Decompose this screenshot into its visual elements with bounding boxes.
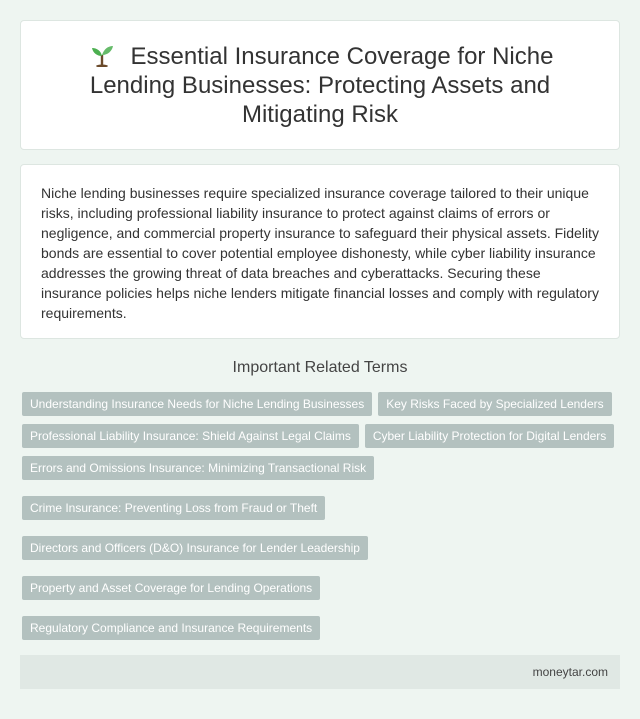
term-tag[interactable]: Key Risks Faced by Specialized Lenders: [378, 392, 611, 416]
term-tag[interactable]: Property and Asset Coverage for Lending Operations: [22, 576, 320, 600]
page-title: [61, 42, 579, 129]
title-card: [20, 20, 620, 150]
sprout-icon: [87, 43, 117, 67]
related-terms-list: [22, 392, 622, 680]
term-tag[interactable]: Errors and Omissions Insurance: Minimizing Transactional Risk: [22, 456, 374, 480]
related-terms-heading: Important Related Terms: [232, 359, 408, 376]
site-link[interactable]: moneytar.com: [532, 665, 608, 679]
term-tag[interactable]: Crime Insurance: Preventing Loss from Fraud or Theft: [22, 496, 325, 520]
term-tag[interactable]: Cyber Liability Protection for Digital Lenders: [365, 424, 614, 448]
summary-text: Niche lending businesses require specialized insurance coverage tailored to their unique risks, including professional liability insurance to protect against claims of errors or negligence, and commercial property insurance to safeguard their physical assets. Fidelity bonds are essential to cover potential employee dishonesty, while cyber liability insurance addresses the growing threat of data breaches and cyberattacks. Securing these insurance policies helps niche lenders mitigate financial losses and comply with regulatory requirements.: [41, 185, 599, 321]
summary-card: [20, 164, 620, 339]
term-tag[interactable]: Regulatory Compliance and Insurance Requirements: [22, 616, 320, 640]
term-tag[interactable]: Understanding Insurance Needs for Niche Lending Businesses: [22, 392, 372, 416]
term-tag[interactable]: Directors and Officers (D&O) Insurance for Lender Leadership: [22, 536, 368, 560]
page-title-text: Essential Insurance Coverage for Niche Lending Businesses: Protecting Assets and Mitigating Risk: [89, 42, 554, 128]
footer: [20, 655, 620, 689]
term-tag[interactable]: Professional Liability Insurance: Shield Against Legal Claims: [22, 424, 359, 448]
